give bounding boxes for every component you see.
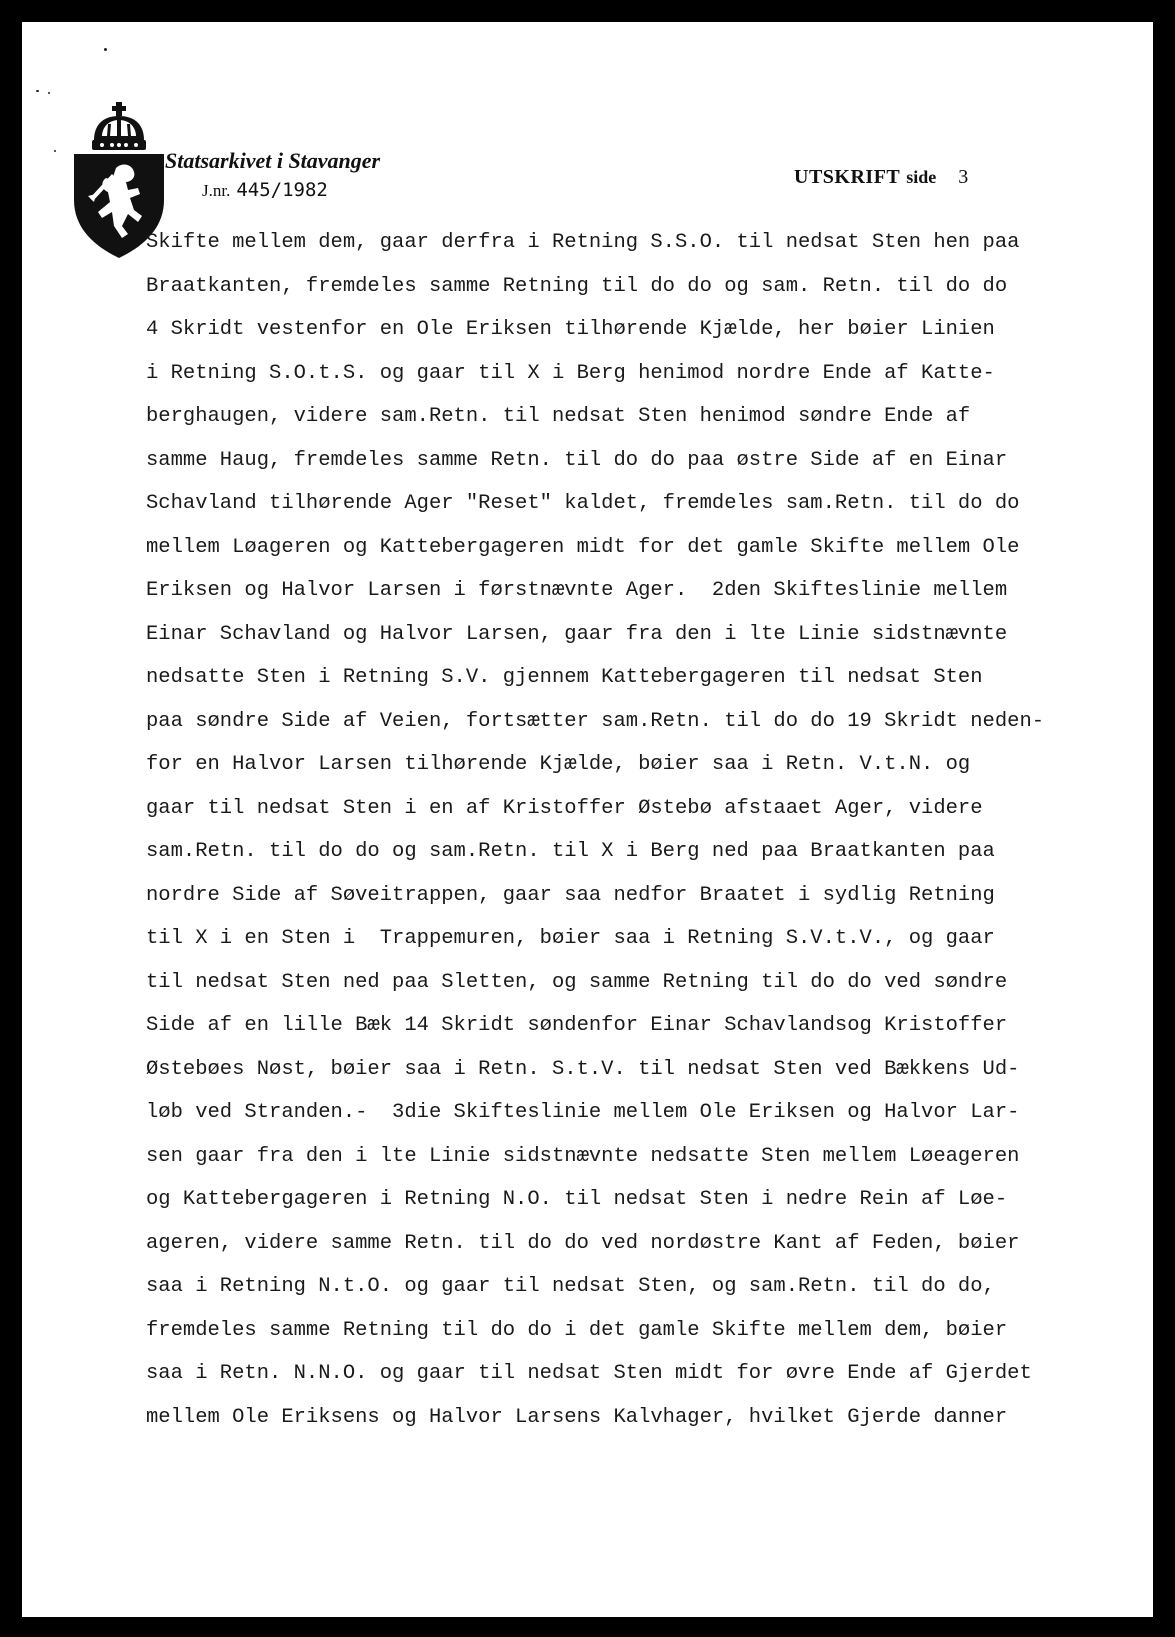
text-line: mellem Løageren og Kattebergageren midt for det gamle Skifte mellem Ole xyxy=(146,535,1020,559)
text-line: Side af en lille Bæk 14 Skridt søndenfor Einar Schavlandsog Kristoffer xyxy=(146,1014,1008,1037)
text-line: Østebøes Nøst, bøier saa i Retn. S.t.V. til nedsat Sten ved Bækkens Ud- xyxy=(146,1057,1020,1081)
text-line: Einar Schavland og Halvor Larsen, gaar fra den i lte Linie sidstnævnte xyxy=(146,622,1008,646)
text-line: mellem Ole Eriksens og Halvor Larsens Kalvhager, hvilket Gjerde danner xyxy=(146,1405,1008,1429)
text-line: i Retning S.O.t.S. og gaar til X i Berg henimod nordre Ende af Katte- xyxy=(146,361,995,385)
journal-reference xyxy=(202,179,328,201)
text-line: nedsatte Sten i Retning S.V. gjennem Kattebergageren til nedsat Sten xyxy=(146,666,983,689)
scan-speck xyxy=(48,92,50,94)
text-line: fremdeles samme Retning til do do i det gamle Skifte mellem dem, bøier xyxy=(146,1318,1008,1342)
text-line: sam.Retn. til do do og sam.Retn. til X i Berg ned paa Braatkanten paa xyxy=(146,840,995,863)
text-line: paa søndre Side af Veien, fortsætter sam.Retn. til do do 19 Skridt neden- xyxy=(146,709,1045,733)
copy-label: UTSKRIFT xyxy=(794,166,901,188)
text-line: løb ved Stranden.- 3die Skifteslinie mellem Ole Eriksen og Halvor Lar- xyxy=(146,1101,1020,1124)
text-line: Braatkanten, fremdeles samme Retning til do do og sam. Retn. til do do xyxy=(146,274,1008,298)
journal-number: 445/1982 xyxy=(236,179,328,201)
archive-name: Statsarkivet i Stavanger xyxy=(165,148,381,173)
text-line: Eriksen og Halvor Larsen i førstnævnte Ager. 2den Skifteslinie mellem xyxy=(146,579,1008,602)
text-line: Schavland tilhørende Ager "Reset" kaldet, fremdeles sam.Retn. til do do xyxy=(146,492,1020,515)
text-line: saa i Retn. N.N.O. og gaar til nedsat Sten midt for øvre Ende af Gjerdet xyxy=(146,1362,1032,1385)
journal-label: J.nr. xyxy=(202,181,231,200)
text-line: saa i Retning N.t.O. og gaar til nedsat Sten, og sam.Retn. til do do, xyxy=(146,1275,995,1298)
page-number: 3 xyxy=(958,166,969,188)
text-line: sen gaar fra den i lte Linie sidstnævnte nedsatte Sten mellem Løeageren xyxy=(146,1144,1020,1168)
scan-speck xyxy=(104,48,107,51)
copy-page-indicator xyxy=(794,166,968,189)
text-line: gaar til nedsat Sten i en af Kristoffer Østebø afstaaet Ager, videre xyxy=(146,796,983,820)
document-page xyxy=(22,22,1153,1617)
scan-speck xyxy=(54,150,56,152)
transcript-body xyxy=(146,221,1044,1439)
text-line: berghaugen, videre sam.Retn. til nedsat Sten henimod søndre Ende af xyxy=(146,405,971,428)
scan-speck xyxy=(36,90,39,92)
text-line: til nedsat Sten ned paa Sletten, og samme Retning til do do ved søndre xyxy=(146,970,1008,994)
text-line: 4 Skridt vestenfor en Ole Eriksen tilhørende Kjælde, her bøier Linien xyxy=(146,318,995,341)
text-line: ageren, videre samme Retn. til do do ved nordøstre Kant af Feden, bøier xyxy=(146,1231,1020,1255)
side-label: side xyxy=(906,167,937,187)
text-line: og Kattebergageren i Retning N.O. til nedsat Sten i nedre Rein af Løe- xyxy=(146,1188,1008,1211)
text-line: for en Halvor Larsen tilhørende Kjælde, bøier saa i Retn. V.t.N. og xyxy=(146,753,971,776)
text-line: Skifte mellem dem, gaar derfra i Retning S.S.O. til nedsat Sten hen paa xyxy=(146,231,1020,254)
text-line: nordre Side af Søveitrappen, gaar saa nedfor Braatet i sydlig Retning xyxy=(146,883,995,907)
text-line: til X i en Sten i Trappemuren, bøier saa i Retning S.V.t.V., og gaar xyxy=(146,927,995,950)
text-line: samme Haug, fremdeles samme Retn. til do do paa østre Side af en Einar xyxy=(146,448,1008,472)
